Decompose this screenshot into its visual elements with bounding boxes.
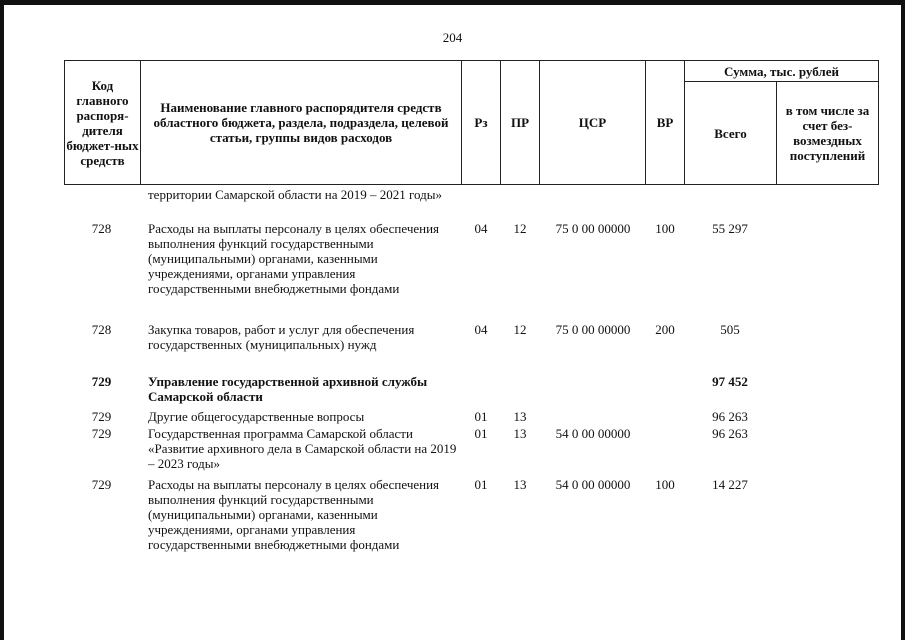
row-code: 729 [91,477,112,492]
row-csr: 54 0 00 00000 [555,426,631,441]
row-vr: 100 [655,477,675,492]
row-total: 96 263 [712,409,748,424]
row-pr: 12 [513,221,527,236]
row-rz: 01 [474,477,488,492]
row-total: 97 452 [712,374,748,389]
row-rz: 04 [474,322,488,337]
row-total: 55 297 [712,221,748,236]
header-code: Код главного распоря-дителя бюджет-ных средств [66,77,139,168]
header-sum-group: Сумма, тыс. рублей [724,63,839,79]
page-number: 204 [442,30,463,45]
row-name: территории Самарской области на 2019 – 2021 годы» [148,187,442,202]
row-rz: 01 [474,409,488,424]
row-code: 729 [91,374,112,389]
row-pr: 13 [513,409,527,424]
row-total: 505 [720,322,740,337]
row-csr: 75 0 00 00000 [555,322,631,337]
header-bottom-border [64,184,879,185]
row-code: 728 [91,322,112,337]
row-total: 14 227 [712,477,748,492]
row-code: 728 [91,221,112,236]
row-name: Расходы на выплаты персоналу в целях обеспечения выполнения функций государственными (муниципальными) органами, казенными учреждениями, органами управления государственными внебюджетными фондами [148,477,440,552]
row-csr: 54 0 00 00000 [555,477,631,492]
row-pr: 13 [513,477,527,492]
row-code: 729 [91,426,112,441]
row-name: Другие общегосударственные вопросы [148,409,365,424]
row-rz: 04 [474,221,488,236]
col-divider [878,60,879,185]
scan-border-left [0,0,4,640]
row-vr: 200 [655,322,675,337]
row-csr: 75 0 00 00000 [555,221,631,236]
header-rz: Рз [474,115,488,130]
header-vr: ВР [656,115,674,130]
scan-border-right [901,0,905,640]
row-pr: 12 [513,322,527,337]
header-incl-free: в том числе за счет без-возмездных поступлений [785,103,870,163]
row-name: Закупка товаров, работ и услуг для обеспечения государственных (муниципальных) нужд [148,322,415,352]
header-pr: ПР [510,115,530,130]
row-total: 96 263 [712,426,748,441]
row-name: Управление государственной архивной службы Самарской области [148,374,428,404]
header-total: Всего [714,125,747,141]
row-name: Государственная программа Самарской области «Развитие архивного дела в Самарской области на 2019 – 2023 годы» [148,426,457,471]
header-csr: ЦСР [578,115,607,130]
row-code: 729 [91,409,112,424]
scan-border-top [0,0,905,5]
row-name: Расходы на выплаты персоналу в целях обеспечения выполнения функций государственными (муниципальными) органами, казенными учреждениями, органами управления государственными внебюджетными фондами [148,221,440,296]
row-rz: 01 [474,426,488,441]
header-name: Наименование главного распорядителя средств областного бюджета, раздела, подраздела, целевой статьи, группы видов расходов [153,100,449,145]
row-pr: 13 [513,426,527,441]
row-vr: 100 [655,221,675,236]
